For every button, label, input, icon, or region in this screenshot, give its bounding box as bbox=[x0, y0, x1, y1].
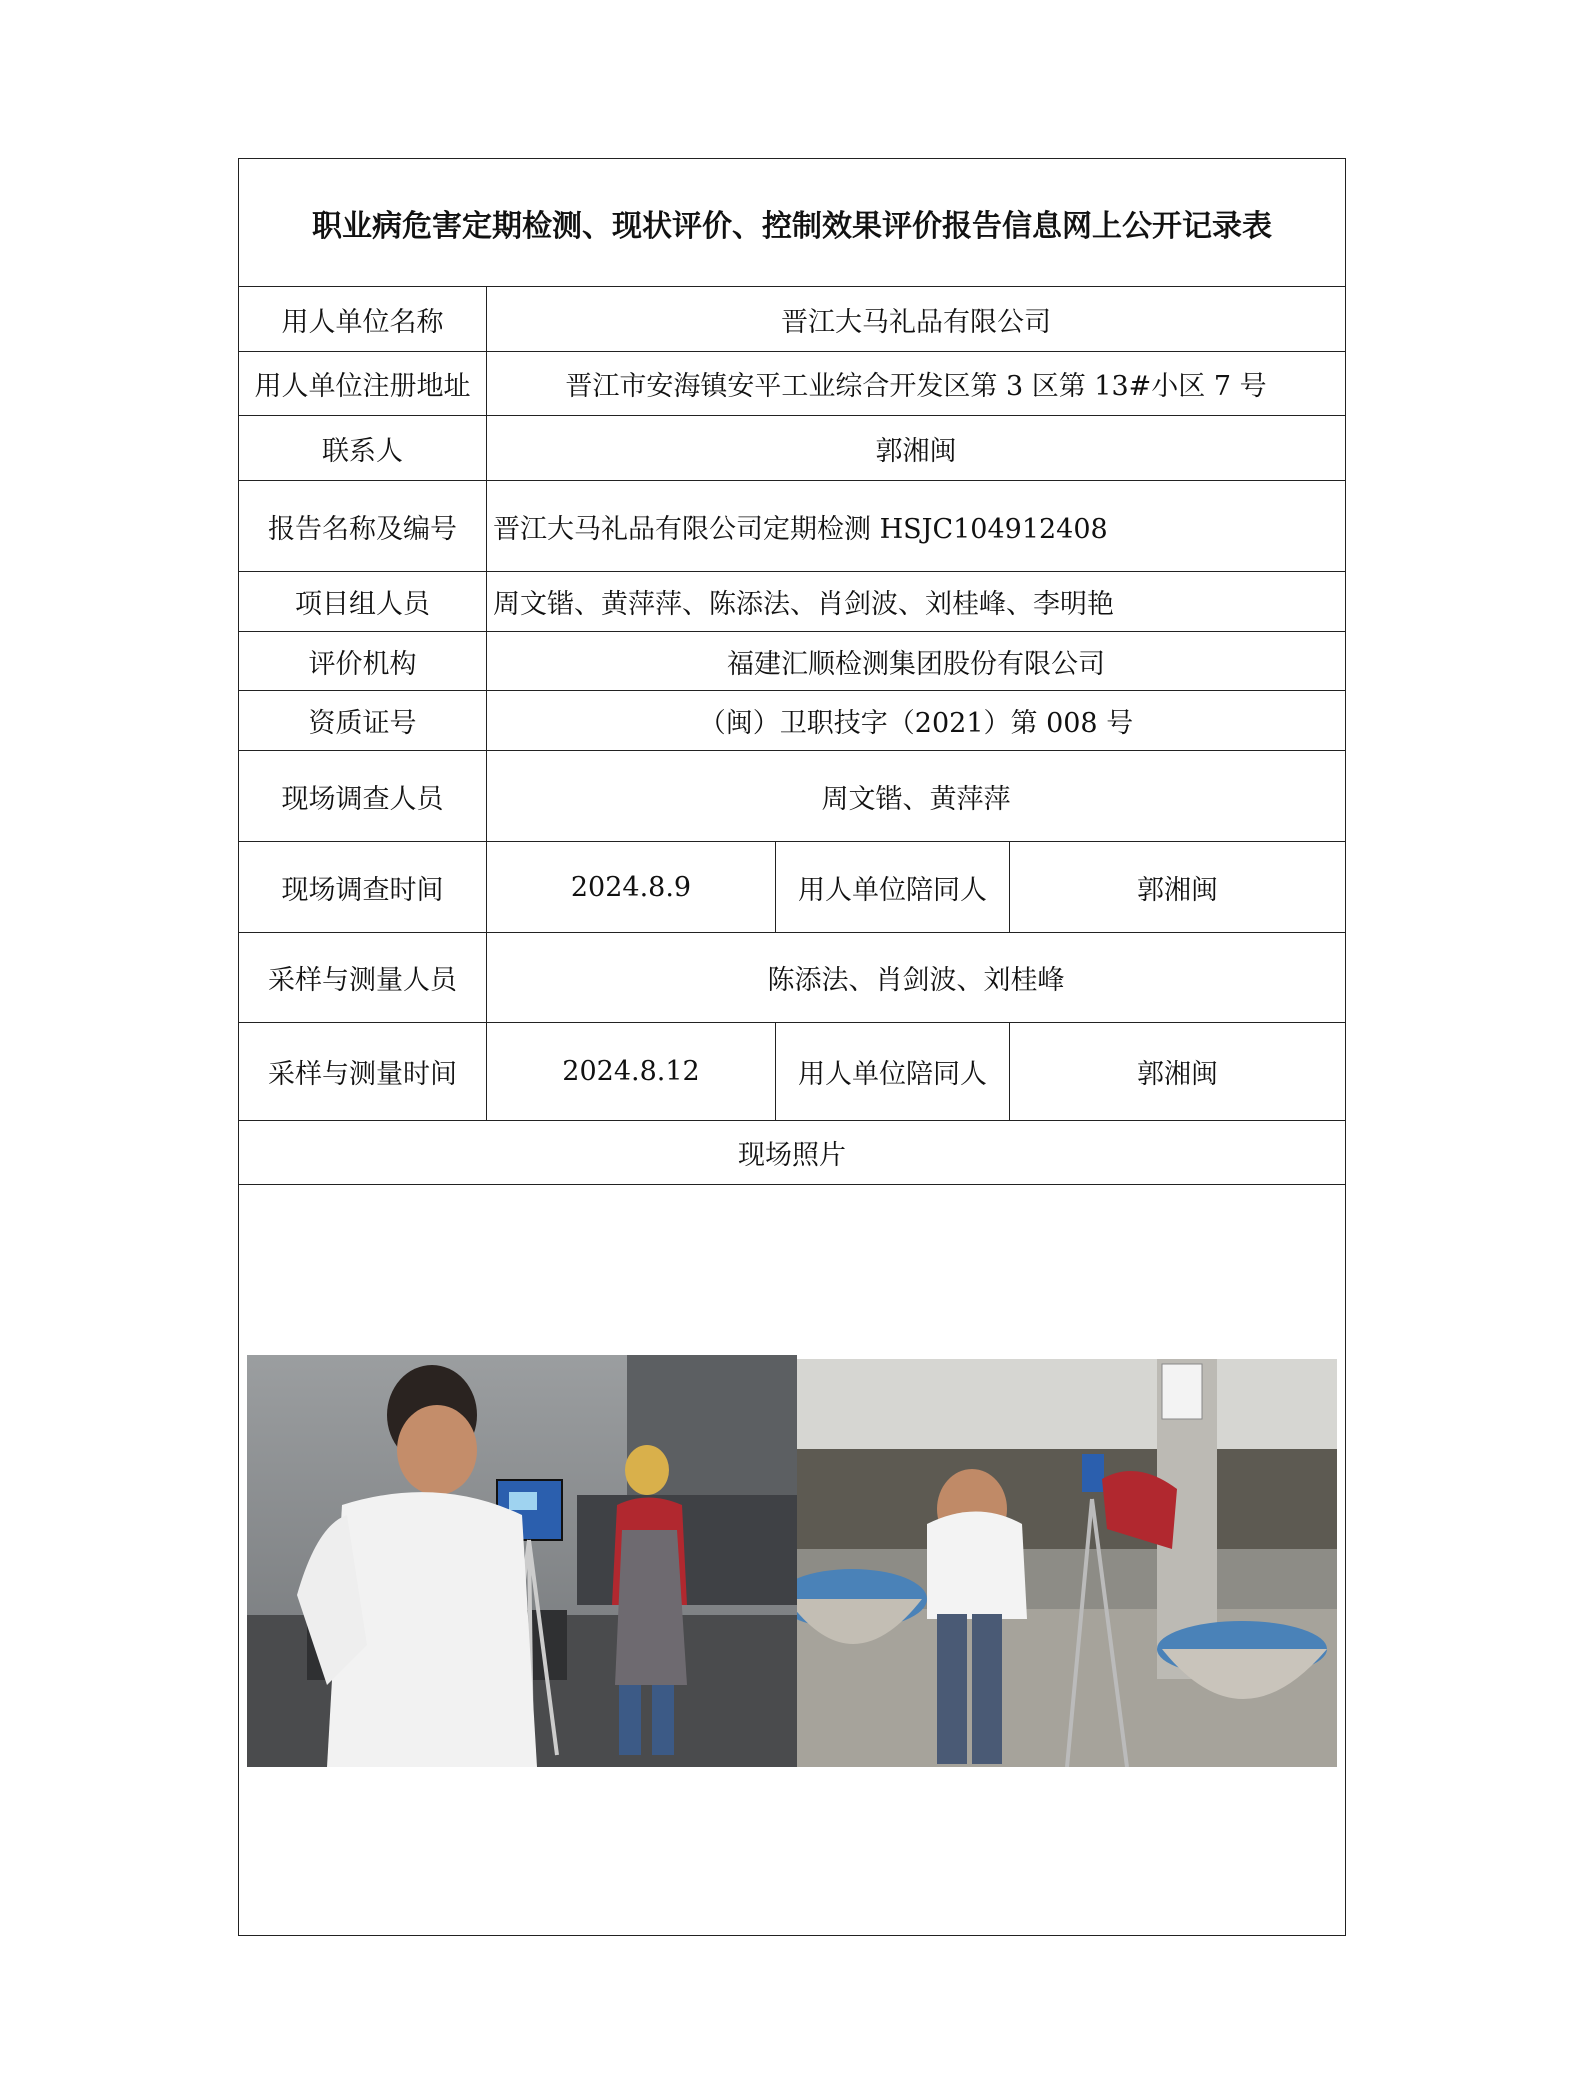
label-agency: 评价机构 bbox=[308, 648, 417, 680]
label-sampling-time: 采样与测量时间 bbox=[268, 1059, 457, 1090]
row-contact bbox=[239, 416, 1345, 481]
row-employer-address bbox=[239, 352, 1345, 416]
row-employer-name bbox=[239, 287, 1345, 352]
label-employer-name: 用人单位名称 bbox=[281, 306, 444, 338]
value-cert: （闽）卫职技字（2021）第 008 号 bbox=[486, 691, 1345, 750]
value-team: 周文锴、黄萍萍、陈添法、肖剑波、刘桂峰、李明艳 bbox=[486, 572, 1345, 631]
row-sampling-time bbox=[239, 1023, 1345, 1121]
label-survey-staff: 现场调查人员 bbox=[281, 783, 444, 815]
value-agency: 福建汇顺检测集团股份有限公司 bbox=[486, 632, 1345, 690]
label-team: 项目组人员 bbox=[295, 589, 430, 620]
value-sampling-staff: 陈添法、肖剑波、刘桂峰 bbox=[486, 933, 1345, 1022]
row-cert bbox=[239, 691, 1345, 751]
row-sampling-staff bbox=[239, 933, 1345, 1023]
form-title: 职业病危害定期检测、现状评价、控制效果评价报告信息网上公开记录表 bbox=[312, 208, 1272, 244]
label-survey-companion: 用人单位陪同人 bbox=[775, 842, 1009, 932]
label-report: 报告名称及编号 bbox=[268, 513, 457, 545]
value-survey-companion: 郭湘闽 bbox=[1009, 842, 1345, 932]
photos-cell bbox=[239, 1185, 1345, 1937]
row-survey-time bbox=[239, 842, 1345, 933]
row-survey-staff bbox=[239, 751, 1345, 842]
value-sampling-companion: 郭湘闽 bbox=[1009, 1023, 1345, 1120]
value-employer-address: 晋江市安海镇安平工业综合开发区第 3 区第 13#小区 7 号 bbox=[486, 352, 1345, 415]
label-survey-time: 现场调查时间 bbox=[281, 874, 444, 906]
label-cert: 资质证号 bbox=[308, 708, 417, 739]
row-agency bbox=[239, 632, 1345, 691]
record-form bbox=[238, 158, 1346, 1936]
row-photos-label bbox=[239, 1121, 1345, 1185]
label-sampling-companion: 用人单位陪同人 bbox=[775, 1023, 1009, 1120]
label-photos: 现场照片 bbox=[738, 1140, 846, 1171]
label-sampling-staff: 采样与测量人员 bbox=[268, 965, 457, 996]
value-sampling-time: 2024.8.12 bbox=[486, 1023, 775, 1120]
value-survey-time: 2024.8.9 bbox=[486, 842, 775, 932]
title-row bbox=[239, 159, 1345, 287]
row-report bbox=[239, 481, 1345, 572]
row-team bbox=[239, 572, 1345, 632]
value-survey-staff: 周文锴、黄萍萍 bbox=[486, 751, 1345, 841]
value-contact: 郭湘闽 bbox=[486, 416, 1345, 480]
value-employer-name: 晋江大马礼品有限公司 bbox=[486, 287, 1345, 351]
label-contact: 联系人 bbox=[322, 435, 403, 467]
label-employer-address: 用人单位注册地址 bbox=[254, 371, 471, 402]
value-report: 晋江大马礼品有限公司定期检测 HSJC104912408 bbox=[486, 481, 1345, 571]
